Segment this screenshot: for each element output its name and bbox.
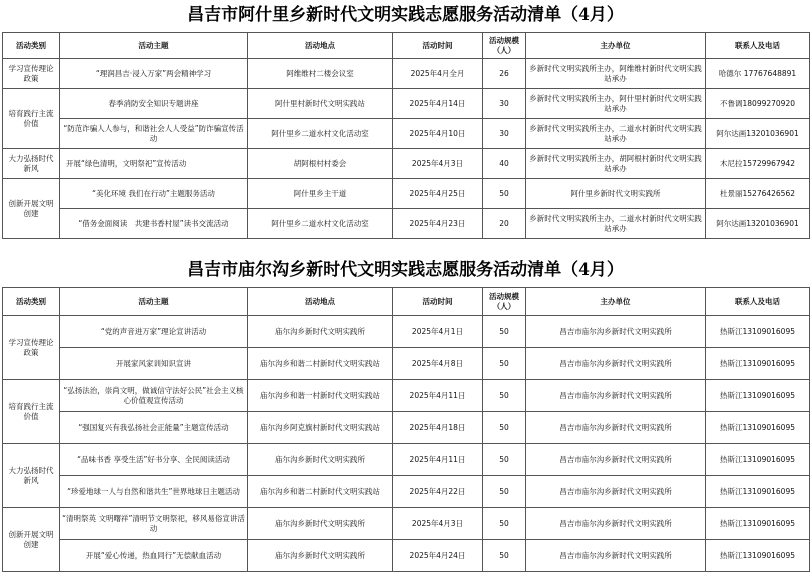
theme-cell: 春季消防安全知识专题讲座 [60,89,248,119]
place-cell: 阿什里乡主干道 [248,179,393,209]
theme-cell: “强国复兴有我弘扬社会正能量”主题宣传活动 [60,412,248,444]
theme-cell: “党的声音进万家”理论宣讲活动 [60,316,248,348]
time-cell: 2025年4月23日 [393,209,483,239]
scale-cell: 30 [483,119,526,149]
category-cell: 大力弘扬时代新风 [3,149,60,179]
organizer-cell: 乡新时代文明实践所主办，阿什里村新时代文明实践站承办 [526,89,706,119]
time-cell: 2025年4月14日 [393,89,483,119]
table-row [3,209,810,239]
table-row [3,476,810,508]
theme-cell: “珍爱地球一人与自然和谐共生”世界地球日主题活动 [60,476,248,508]
table2-header-contact: 联系人及电话 [706,288,810,316]
organizer-cell: 昌吉市庙尔沟乡新时代文明实践所 [526,412,706,444]
scale-cell: 50 [483,179,526,209]
contact-cell: 热斯江13109016095 [706,316,810,348]
contact-cell: 杜景丽15276426562 [706,179,810,209]
theme-cell: “借务金面阅读 共建书香村屋”读书交流活动 [60,209,248,239]
table2-header-scale: 活动规模（人） [483,288,526,316]
scale-cell: 50 [483,348,526,380]
table-row [3,179,810,209]
contact-cell: 热斯江13109016095 [706,348,810,380]
table1-header-place: 活动地点 [248,33,393,59]
table2-header-place: 活动地点 [248,288,393,316]
scale-cell: 50 [483,444,526,476]
table2-header-theme: 活动主题 [60,288,248,316]
theme-cell: “品味书香 享受生活”好书分享、全民阅读活动 [60,444,248,476]
table1-header-organizer: 主办单位 [526,33,706,59]
contact-cell: 木尼拉15729967942 [706,149,810,179]
table1-header-scale: 活动规模（人） [483,33,526,59]
table2-header-row [3,288,810,316]
table2-header-time: 活动时间 [393,288,483,316]
table1-header-contact: 联系人及电话 [706,33,810,59]
table-row [3,316,810,348]
organizer-cell: 阿什里乡新时代文明实践所 [526,179,706,209]
theme-cell: “美化环境 我们在行动”主题服务活动 [60,179,248,209]
contact-cell: 哈德尔 17767648891 [706,59,810,89]
organizer-cell: 昌吉市庙尔沟乡新时代文明实践所 [526,316,706,348]
place-cell: 阿什里村新时代文明实践站 [248,89,393,119]
table-row [3,89,810,119]
contact-cell: 热斯江13109016095 [706,508,810,540]
table-row [3,508,810,540]
table-row [3,412,810,444]
scale-cell: 30 [483,89,526,119]
category-cell: 创新开展文明创建 [3,179,60,239]
table1-header-time: 活动时间 [393,33,483,59]
contact-cell: 不鲁调18099270920 [706,89,810,119]
table-row [3,444,810,476]
organizer-cell: 昌吉市庙尔沟乡新时代文明实践所 [526,380,706,412]
organizer-cell: 昌吉市庙尔沟乡新时代文明实践所 [526,444,706,476]
scale-cell: 50 [483,476,526,508]
contact-cell: 热斯江13109016095 [706,476,810,508]
category-cell: 学习宣传理论政策 [3,316,60,380]
table2-title: 昌吉市庙尔沟乡新时代文明实践志愿服务活动清单（4月） [187,260,624,280]
time-cell: 2025年4月18日 [393,412,483,444]
time-cell: 2025年4月11日 [393,444,483,476]
theme-cell: 开展家风家训知识宣讲 [60,348,248,380]
place-cell: 庙尔沟乡新时代文明实践所 [248,444,393,476]
category-cell: 学习宣传理论政策 [3,59,60,89]
time-cell: 2025年4月25日 [393,179,483,209]
place-cell: 庙尔沟乡新时代文明实践所 [248,316,393,348]
organizer-cell: 乡新时代文明实践所主办，二道水村新时代文明实践站承办 [526,119,706,149]
category-cell: 创新开展文明创建 [3,508,60,572]
place-cell: 庙尔沟乡阿克旗村新时代文明实践站 [248,412,393,444]
table2 [2,287,810,572]
table1-header-theme: 活动主题 [60,33,248,59]
contact-cell: 热斯江13109016095 [706,540,810,572]
table2-header-organizer: 主办单位 [526,288,706,316]
organizer-cell: 昌吉市庙尔沟乡新时代文明实践所 [526,348,706,380]
scale-cell: 26 [483,59,526,89]
theme-cell: “清明祭英 文明曙祥”清明节文明祭祀，移风易俗宣讲活动 [60,508,248,540]
category-cell: 大力弘扬时代新风 [3,444,60,508]
table-row [3,540,810,572]
contact-cell: 阿尔达画13201036901 [706,209,810,239]
organizer-cell: 昌吉市庙尔沟乡新时代文明实践所 [526,540,706,572]
contact-cell: 热斯江13109016095 [706,380,810,412]
contact-cell: 热斯江13109016095 [706,444,810,476]
time-cell: 2025年4月3日 [393,508,483,540]
place-cell: 庙尔沟乡和谐二村新时代文明实践站 [248,348,393,380]
time-cell: 2025年4月8日 [393,348,483,380]
place-cell: 胡阿根村村委会 [248,149,393,179]
organizer-cell: 乡新时代文明实践所主办，二道水村新时代文明实践站承办 [526,209,706,239]
time-cell: 2025年4月22日 [393,476,483,508]
place-cell: 庙尔沟乡和谐一村新时代文明实践站 [248,380,393,412]
scale-cell: 50 [483,316,526,348]
scale-cell: 50 [483,540,526,572]
scale-cell: 50 [483,508,526,540]
table-row [3,119,810,149]
theme-cell: 开展“绿色清明，文明祭祀”宣传活动 [60,149,248,179]
time-cell: 2025年4月全月 [393,59,483,89]
organizer-cell: 乡新时代文明实践所主办，胡阿根村新时代文明实践站承办 [526,149,706,179]
time-cell: 2025年4月11日 [393,380,483,412]
contact-cell: 阿尔达画13201036901 [706,119,810,149]
theme-cell: 开展“爱心传递，热血同行”无偿献血活动 [60,540,248,572]
theme-cell: “理润昌吉·浸入万家”两会精神学习 [60,59,248,89]
place-cell: 阿维维村二楼会议室 [248,59,393,89]
table1-header-category: 活动类别 [3,33,60,59]
organizer-cell: 乡新时代文明实践所主办，阿维维村新时代文明实践站承办 [526,59,706,89]
time-cell: 2025年4月24日 [393,540,483,572]
theme-cell: “防范诈骗人人参与，和谐社会人人受益”防诈骗宣传活动 [60,119,248,149]
scale-cell: 50 [483,412,526,444]
scale-cell: 50 [483,380,526,412]
place-cell: 阿什里乡二道水村文化活动室 [248,209,393,239]
organizer-cell: 昌吉市庙尔沟乡新时代文明实践所 [526,476,706,508]
scale-cell: 20 [483,209,526,239]
place-cell: 庙尔沟乡新时代文明实践所 [248,508,393,540]
theme-cell: “弘扬法治，崇尚文明，做诚信守法好公民”社会主义核心价值观宣传活动 [60,380,248,412]
table1-header-row [3,33,810,59]
organizer-cell: 昌吉市庙尔沟乡新时代文明实践所 [526,508,706,540]
time-cell: 2025年4月1日 [393,316,483,348]
category-cell: 培育践行主流价值 [3,380,60,444]
contact-cell: 热斯江13109016095 [706,412,810,444]
place-cell: 阿什里乡二道水村文化活动室 [248,119,393,149]
table1-title: 昌吉市阿什里乡新时代文明实践志愿服务活动清单（4月） [187,5,624,25]
time-cell: 2025年4月10日 [393,119,483,149]
table-row [3,59,810,89]
table1 [2,32,810,239]
place-cell: 庙尔沟乡新时代文明实践所 [248,540,393,572]
table-row [3,348,810,380]
table2-header-category: 活动类别 [3,288,60,316]
time-cell: 2025年4月3日 [393,149,483,179]
category-cell: 培育践行主流价值 [3,89,60,149]
place-cell: 庙尔沟乡和谐二村新时代文明实践站 [248,476,393,508]
scale-cell: 40 [483,149,526,179]
table-row [3,149,810,179]
table-row [3,380,810,412]
